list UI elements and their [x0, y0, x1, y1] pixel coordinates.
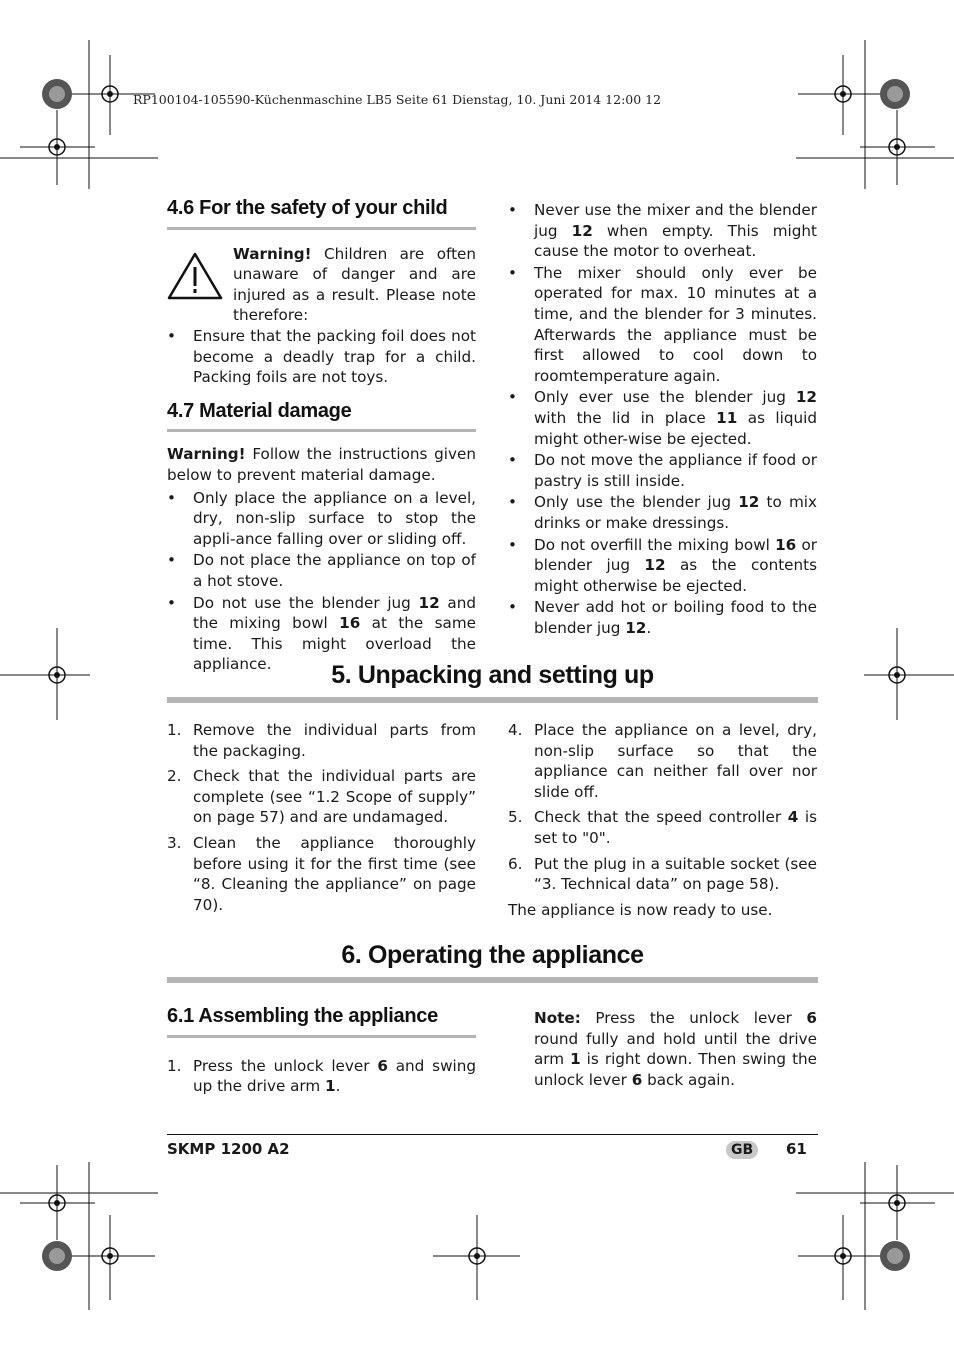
part-number: 16 [339, 614, 361, 633]
text: as liquid might other-wise be ejected. [534, 408, 817, 448]
text: Never add hot or boiling food to the blender jug [534, 598, 817, 637]
part-number: 11 [716, 408, 738, 427]
lang-badge-text: GB [726, 1141, 758, 1159]
ready-statement: The appliance is now ready to use. [508, 900, 773, 919]
part-number: 12 [795, 388, 817, 407]
part-number: 16 [775, 535, 797, 554]
part-number: 4 [787, 808, 799, 827]
list-item [167, 1056, 476, 1097]
text: or blender jug [534, 535, 817, 575]
text: Remove the individual parts from the packaging. [193, 721, 476, 760]
setup-steps-left [167, 720, 476, 915]
section-5-title: 5. Unpacking and setting up [331, 661, 654, 689]
text: Only ever use the blender jug [534, 388, 796, 407]
text: is set to "0". [534, 808, 817, 847]
warning-text: Follow the instructions given below to prevent material damage. [167, 445, 476, 484]
text: . [646, 618, 652, 637]
footer-rule [167, 1134, 818, 1135]
material-damage-list [167, 488, 476, 675]
text: The mixer should only ever be operated for max. 10 minutes at a time, and the blender for 3 minutes. Afterwards the appliance must be first allowed to cool down to roomtemperature again. [534, 263, 817, 385]
list-item: • Do not move the appliance if food or pastry is still inside. [508, 451, 817, 490]
footer-model: SKMP 1200 A2 [167, 1140, 290, 1158]
part-number: 12 [571, 221, 593, 240]
warning-label: Warning! [233, 244, 312, 263]
warning-paragraph [233, 244, 476, 326]
list-item-text: Ensure that the packing foil does not become a deadly trap for a child. Packing foils are not toys. [193, 326, 476, 387]
note-label: Note: [534, 1009, 581, 1027]
text: and swing up the drive arm [193, 1056, 476, 1096]
text: to mix drinks or make dressings. [534, 493, 817, 532]
note-paragraph [534, 1008, 817, 1090]
list-item: • Never add hot or boiling food to the blender jug 12. [508, 598, 817, 637]
text: Only use the blender jug [534, 493, 739, 512]
text: Do not overfill the mixing bowl [534, 535, 776, 554]
text: Check that the individual parts are complete (see “1.2 Scope of supply” on page 57) and are undamaged. [193, 767, 476, 827]
usage-caution-list [508, 200, 817, 638]
list-item-text: Only place the appliance on a level, dry, non-slip surface to stop the appli-ance falling over or sliding off. [193, 488, 476, 548]
text: back again. [642, 1070, 735, 1089]
part-number: 1 [325, 1077, 336, 1096]
section-5-rule [167, 697, 818, 703]
text: Place the appliance on a level, dry, non-slip surface so that the appliance can neither fall over nor slide off. [534, 721, 817, 801]
list-item: • Only use the blender jug 12 to mix drinks or make dressings. [508, 493, 817, 532]
step-number: 1. [167, 1056, 182, 1075]
section-6-note [534, 1008, 817, 1090]
part-number: 6 [377, 1056, 388, 1075]
section-4-6-title: 4.6 For the safety of your child [167, 198, 476, 230]
setup-steps-right [508, 720, 817, 895]
text: Never use the mixer and the blender jug [534, 201, 817, 240]
text: at the same time. This might overload the appliance. [193, 614, 477, 674]
text: as the contents might otherwise be ejected. [534, 556, 817, 595]
left-column-top [167, 198, 476, 676]
footer-lang-badge [726, 1140, 758, 1159]
warning-box [167, 244, 476, 326]
step-number: 6. [508, 854, 523, 873]
step-number: 3. [167, 833, 182, 852]
text: Press the unlock lever [580, 1009, 807, 1027]
material-warning [167, 444, 476, 485]
list-item: • Do not overfill the mixing bowl 16 or blender jug 12 as the contents might otherwise be ejected. [508, 535, 817, 595]
part-number: 12 [418, 593, 440, 612]
part-number: 6 [631, 1070, 643, 1089]
list-item-text: Do not place the appliance on top of a hot stove. [193, 551, 476, 590]
list-item [508, 854, 817, 895]
section-6-title: 6. Operating the appliance [341, 941, 644, 969]
list-item: • The mixer should only ever be operated for max. 10 minutes at a time, and the blender for 3 minutes. Afterwards the appliance must be first allowed to cool down to roomtemperature again. [508, 263, 817, 385]
step-number: 5. [508, 808, 523, 827]
step-number: 4. [508, 721, 523, 739]
footer-page-number: 61 [786, 1140, 807, 1158]
step-number: 2. [167, 767, 182, 786]
part-number: 12 [644, 556, 666, 575]
list-item: • Do not use the blender jug 12 and the mixing bowl 16 at the same time. This might overload the appliance. [167, 593, 477, 674]
part-number: 12 [738, 493, 760, 512]
child-safety-list [167, 326, 476, 388]
list-item [167, 766, 476, 828]
warning-label: Warning! [167, 445, 246, 464]
part-number: 6 [806, 1009, 817, 1027]
text: Do not use the blender jug [193, 593, 419, 612]
warning-text: Children are often unaware of danger and are injured as a result. Please note therefore: [233, 244, 476, 325]
list-item [167, 833, 476, 915]
list-item: • Never use the mixer and the blender jug 12 when empty. This might cause the motor to overheat. [508, 201, 817, 261]
section-5-right [508, 720, 817, 920]
text: with the lid in place [534, 408, 717, 427]
section-6-left [167, 1006, 476, 1098]
text: Press the unlock lever [193, 1056, 378, 1075]
list-item [167, 720, 476, 761]
part-number: 12 [625, 618, 647, 637]
section-4-7-title: 4.7 Material damage [167, 401, 476, 433]
step-number: 1. [167, 721, 182, 739]
list-item: • Do not place the appliance on top of a hot stove. [167, 551, 476, 590]
list-item: • Ensure that the packing foil does not become a deadly trap for a child. Packing foils are not toys. [167, 326, 476, 387]
text: . [335, 1077, 341, 1096]
list-item [508, 720, 817, 802]
text: when empty. This might cause the motor to overheat. [534, 221, 817, 261]
text: Clean the appliance thoroughly before using it for the first time (see “8. Cleaning the appliance” on page 70). [193, 833, 476, 914]
warning-triangle-icon [167, 248, 223, 304]
text: Check that the speed controller [534, 808, 788, 827]
text: is right down. Then swing the unlock lever [534, 1050, 817, 1089]
print-job-header: RP100104-105590-Küchenmaschine LB5 Seite 61 Dienstag, 10. Juni 2014 12:00 12 [133, 92, 662, 107]
text: and the mixing bowl [193, 593, 476, 633]
text: round fully and hold until the drive arm [534, 1029, 817, 1069]
list-item: • Only ever use the blender jug 12 with the lid in place 11 as liquid might other-wise be ejected. [508, 388, 817, 448]
section-6-rule [167, 977, 818, 983]
section-5-left [167, 720, 476, 916]
text: Put the plug in a suitable socket (see “3. Technical data” on page 58). [534, 854, 817, 894]
right-column-top [508, 200, 817, 639]
section-6-1-title: 6.1 Assembling the appliance [167, 1006, 476, 1038]
assembly-steps [167, 1056, 476, 1097]
text: Do not move the appliance if food or pastry is still inside. [534, 451, 817, 490]
part-number: 1 [570, 1050, 581, 1069]
list-item: • Only place the appliance on a level, dry, non-slip surface to stop the appli-ance falling over or sliding off. [167, 488, 476, 548]
list-item [508, 807, 817, 848]
